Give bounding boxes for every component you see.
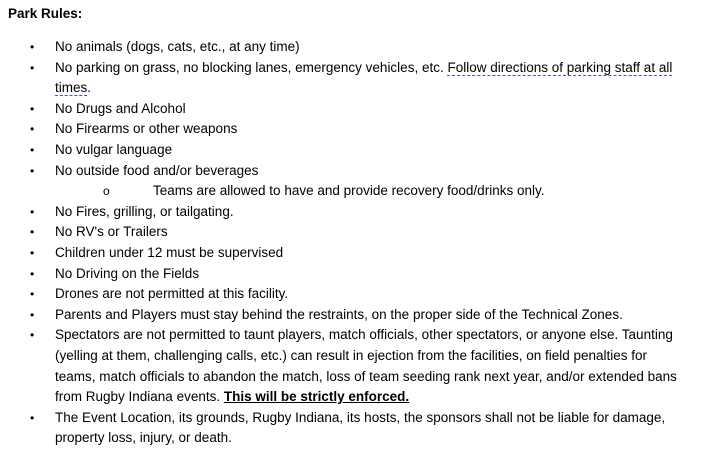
page-heading: Park Rules: — [8, 6, 83, 21]
rule-text: No Firearms or other weapons — [55, 121, 238, 137]
rule-text: No Driving on the Fields — [55, 265, 200, 281]
rule-text: Children under 12 must be supervised — [55, 244, 284, 260]
bullet-icon: • — [30, 163, 35, 178]
rule-no-drones — [0, 284, 713, 305]
rule-liability-disclaimer — [0, 408, 713, 449]
bullet-icon: • — [30, 287, 35, 302]
bullet-icon: • — [30, 142, 35, 157]
bullet-icon: • — [30, 307, 35, 322]
rule-text: No Drugs and Alcohol — [55, 100, 186, 116]
rule-text: No vulgar language — [55, 141, 173, 157]
bullet-icon: • — [30, 60, 35, 75]
rule-text: Spectators are not permitted to taunt players, match officials, other spectators, or anyone else. Taunting (yelling at them, challenging calls, etc.) can result in ejection from the facilities, on field penalties for teams, match officials to abandon the match, loss of team seeding rank next year, and/or extended bans from Rugby Indiana events. — [55, 327, 677, 405]
hollow-bullet-icon: o — [103, 184, 110, 199]
rule-no-vulgar-language — [0, 140, 713, 161]
rule-no-parking — [0, 58, 713, 99]
sub-rule-recovery-food — [0, 181, 713, 202]
rule-text: The Event Location, its grounds, Rugby Indiana, its hosts, the sponsors shall not be liable for damage, property loss, injury, or death. — [55, 409, 666, 446]
rule-no-animals — [0, 37, 713, 58]
rule-text: No RV's or Trailers — [55, 224, 168, 240]
rule-no-rvs — [0, 222, 713, 243]
bullet-icon: • — [30, 245, 35, 260]
rule-text: No parking on grass, no blocking lanes, emergency vehicles, etc. — [55, 59, 448, 75]
rule-text: Drones are not permitted at this facility. — [55, 286, 289, 302]
bullet-icon: • — [30, 40, 35, 54]
park-rules-list — [0, 37, 713, 449]
rule-text-tail: . — [87, 80, 92, 96]
sub-rule-text: Teams are allowed to have and provide recovery food/drinks only. — [153, 183, 545, 199]
bullet-icon: • — [30, 225, 35, 240]
rule-no-outside-food — [0, 161, 713, 182]
rule-no-taunting — [0, 325, 713, 407]
bullet-icon: • — [30, 410, 35, 425]
rule-text: No Fires, grilling, or tailgating. — [55, 203, 234, 219]
rule-text: No outside food and/or beverages — [55, 162, 259, 178]
bullet-icon: • — [30, 266, 35, 281]
rule-stay-behind-restraints — [0, 305, 713, 326]
bullet-icon: • — [30, 328, 35, 343]
rule-no-driving — [0, 264, 713, 285]
bullet-icon: • — [30, 204, 35, 219]
rule-text: No animals (dogs, cats, etc., at any time) — [55, 39, 300, 54]
rule-text: Parents and Players must stay behind the restraints, on the proper side of the Technical Zones. — [55, 306, 623, 322]
strictly-enforced-emphasis: This will be strictly enforced. — [223, 389, 410, 405]
rule-no-firearms — [0, 119, 713, 140]
parking-staff-directions-link[interactable]: Follow directions of parking staff at all times — [55, 59, 673, 96]
bullet-icon: • — [30, 122, 35, 137]
bullet-icon: • — [30, 101, 35, 116]
rule-no-drugs — [0, 99, 713, 120]
rule-children-supervised — [0, 243, 713, 264]
rule-no-fires — [0, 202, 713, 223]
